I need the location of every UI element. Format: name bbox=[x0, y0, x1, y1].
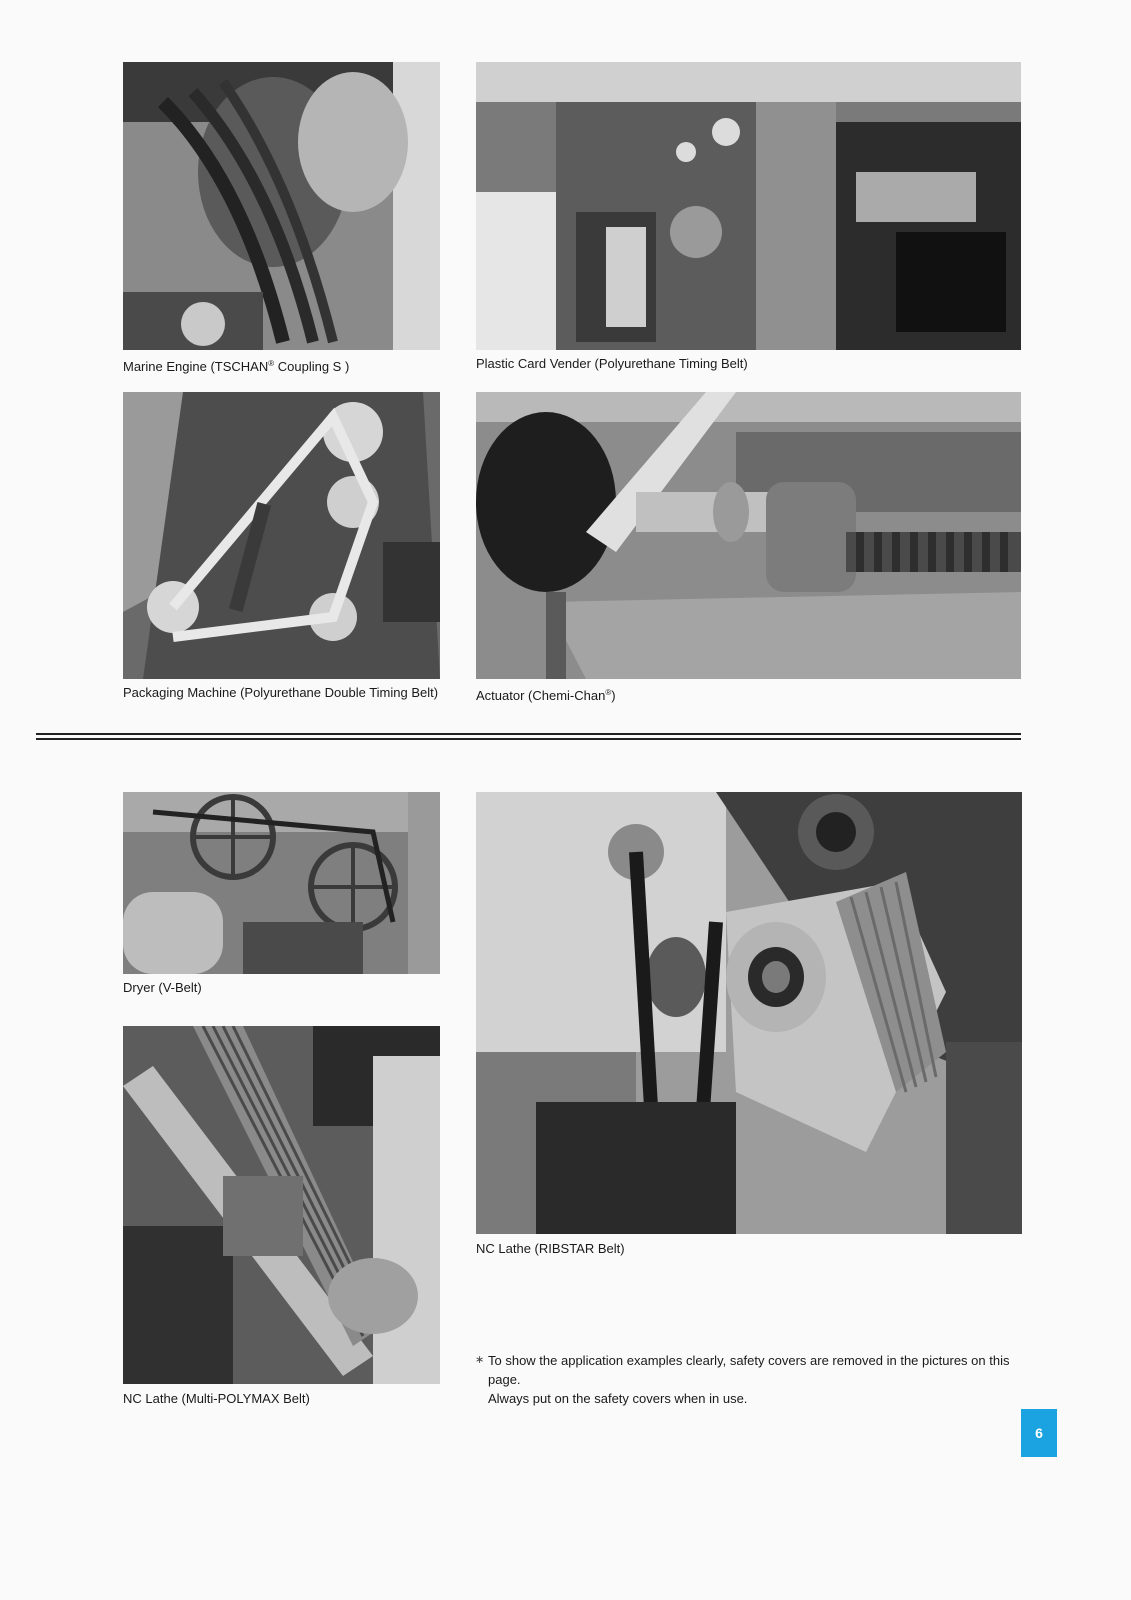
safety-note bbox=[475, 1351, 1015, 1408]
divider-rule-bottom bbox=[36, 738, 1021, 740]
caption-text: Coupling S ) bbox=[274, 359, 350, 374]
dryer-photo bbox=[123, 792, 440, 974]
nc-lathe-ribstar-caption: NC Lathe (RIBSTAR Belt) bbox=[476, 1241, 625, 1256]
divider-rule-top bbox=[36, 733, 1021, 735]
note-line-1: To show the application examples clearly, safety covers are removed in the pictures on this page. bbox=[488, 1353, 1010, 1387]
registered-mark: ® bbox=[605, 688, 612, 697]
page-number-badge: 6 bbox=[1021, 1409, 1057, 1457]
note-marker: ∗ bbox=[475, 1354, 485, 1366]
packaging-machine-photo bbox=[123, 392, 440, 679]
plastic-card-vender-photo bbox=[476, 62, 1021, 350]
marine-engine-caption bbox=[123, 356, 349, 375]
nc-lathe-polymax-photo bbox=[123, 1026, 440, 1384]
registered-mark: ® bbox=[268, 359, 275, 368]
actuator-caption bbox=[476, 685, 616, 704]
nc-lathe-ribstar-photo bbox=[476, 792, 1022, 1234]
actuator-photo bbox=[476, 392, 1021, 679]
nc-lathe-polymax-caption: NC Lathe (Multi-POLYMAX Belt) bbox=[123, 1391, 310, 1406]
caption-text: Actuator (Chemi-Chan bbox=[476, 688, 606, 703]
plastic-card-vender-caption: Plastic Card Vender (Polyurethane Timing Belt) bbox=[476, 356, 748, 371]
note-line-2: Always put on the safety covers when in use. bbox=[488, 1391, 748, 1406]
caption-text: ) bbox=[611, 688, 616, 703]
marine-engine-photo bbox=[123, 62, 440, 350]
packaging-machine-caption: Packaging Machine (Polyurethane Double Timing Belt) bbox=[123, 685, 439, 700]
dryer-caption: Dryer (V-Belt) bbox=[123, 980, 202, 995]
caption-text: Marine Engine (TSCHAN bbox=[123, 359, 269, 374]
